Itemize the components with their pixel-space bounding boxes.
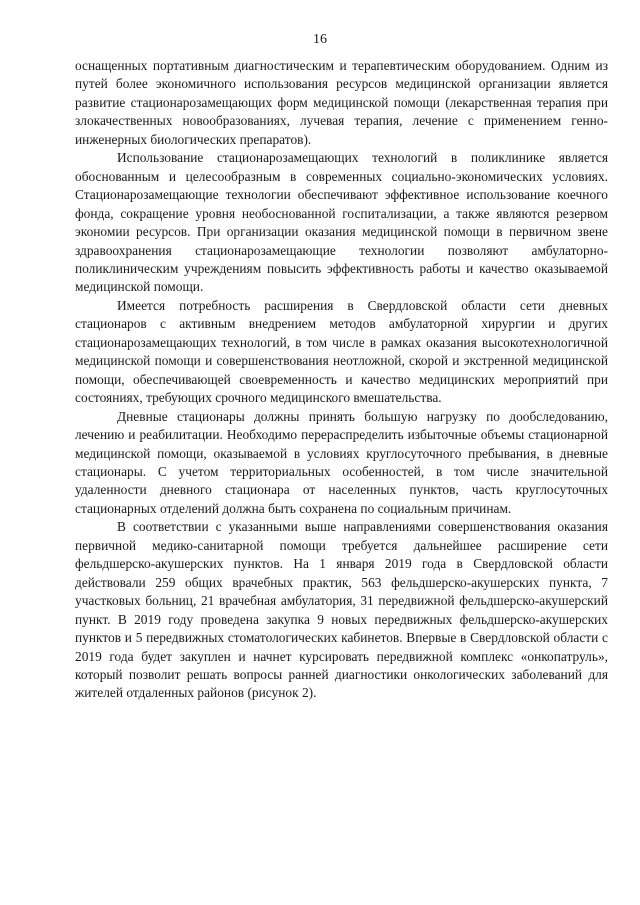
paragraph: Использование стационарозамещающих технологий в поликлинике является обоснованным и целесообразным в современных социально-экономических условиях. Стационарозамещающие технологии обеспечивают эффективное использование коечного фонда, сокращение уровня необоснованной госпитализации, а также являются резервом экономии ресурсов. При организации оказания медицинской помощи в первичном звене здравоохранения стационарозамещающие технологии позволяют амбулаторно-поликлиническим учреждениям повысить эффективность работы и качество оказываемой медицинской помощи.: [75, 150, 608, 295]
paragraph: Имеется потребность расширения в Свердловской области сети дневных стационаров с активным внедрением методов амбулаторной хирургии и других стационарозамещающих технологий, в том числе в рамках оказания высокотехнологичной медицинской помощи и совершенствования неотложной, скорой и экстренной медицинской помощи, обеспечивающей своевременность и качество медицинских мероприятий при состояниях, требующих срочного медицинского вмешательства.: [75, 297, 608, 406]
page-number: 16: [313, 32, 327, 47]
paragraph: В соответствии с указанными выше направлениями совершенствования оказания первичной медико-санитарной помощи требуется дальнейшее расширение сети фельдшерско-акушерских пунктов. На 1 января 2019 года в Свердловской области действовали 259 общих врачебных практик, 563 фельдшерско-акушерских пункта, 7 участковых больниц, 21 врачебная амбулатория, 31 передвижной фельдшерско-акушерский пункт. В 2019 году проведена закупка 9 новых передвижных фельдшерско-акушерских пунктов и 5 передвижных стоматологических кабинетов. Впервые в Свердловской области с 2019 года будет закуплен и начнет курсировать передвижной комплекс «онкопатруль», который позволит решать вопросы ранней диагностики онкологических заболеваний для жителей отдаленных районов (рисунок 2).: [75, 519, 608, 701]
body-text: [75, 57, 608, 703]
paragraph: оснащенных портативным диагностическим и терапевтическим оборудованием. Одним из путей более экономичного использования ресурсов медицинской организации является развитие стационарозамещающих форм медицинской помощи (лекарственная терапия при злокачественных новообразованиях, лучевая терапия, лечение с применением генно-инженерных биологических препаратов).: [75, 58, 608, 147]
paragraph: Дневные стационары должны принять большую нагрузку по дообследованию, лечению и реабилитации. Необходимо перераспределить избыточные объемы стационарной медицинской помощи, оказываемой в условиях круглосуточного пребывания, в дневные стационары. С учетом территориальных особенностей, в том числе значительной удаленности дневного стационара от населенных пунктов, часть круглосуточных стационарных отделений должна быть сохранена по социальным причинам.: [75, 408, 608, 516]
